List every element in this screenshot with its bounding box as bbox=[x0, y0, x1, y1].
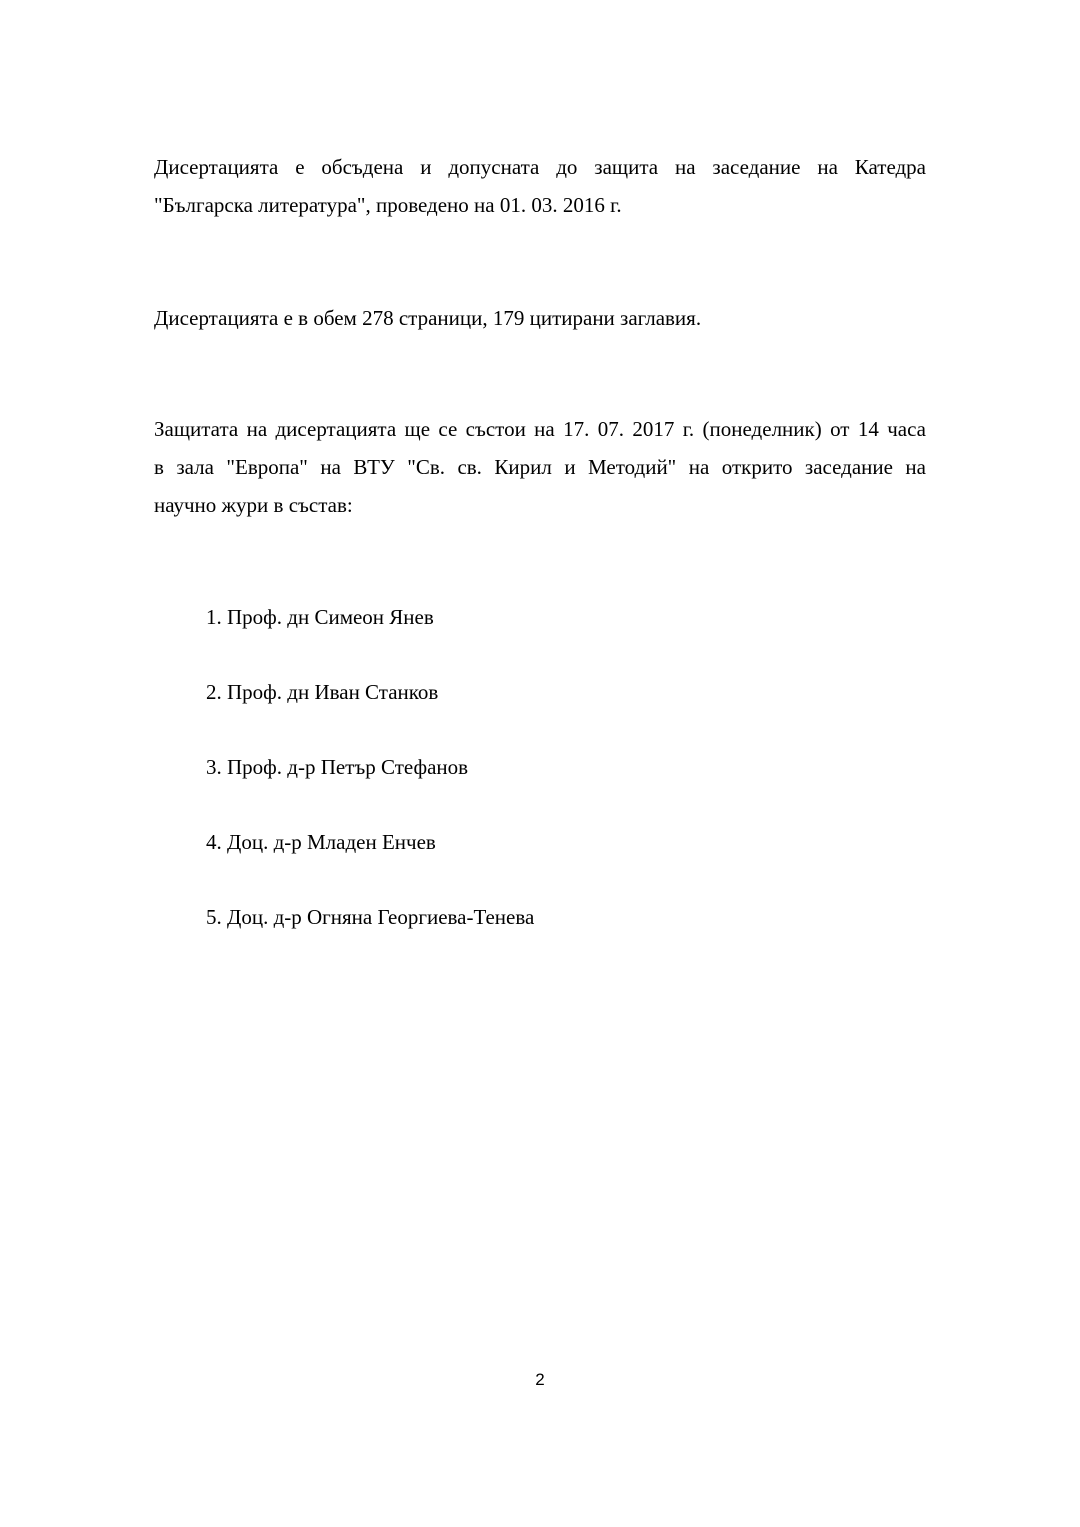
paragraph-line: Дисертацията е обсъдена и допусната до защита на заседание на Катедра bbox=[154, 155, 926, 179]
paragraph-volume bbox=[154, 299, 926, 337]
page-number: 2 bbox=[535, 1370, 545, 1389]
paragraph-line: Дисертацията е в обем 278 страници, 179 цитирани заглавия. bbox=[154, 306, 702, 330]
jury-member: 5. Доц. д-р Огняна Георгиева-Тенева bbox=[206, 905, 535, 929]
paragraph-discussion bbox=[154, 148, 926, 224]
paragraph-line: Защитата на дисертацията ще се състои на 17. 07. 2017 г. (понеделник) от 14 часа bbox=[154, 417, 926, 441]
jury-member: 2. Проф. дн Иван Станков bbox=[206, 680, 439, 704]
paragraph-line: научно жури в състав: bbox=[154, 493, 353, 517]
jury-member: 3. Проф. д-р Петър Стефанов bbox=[206, 755, 469, 779]
jury-list bbox=[206, 598, 534, 973]
paragraph-line: "Българска литература", проведено на 01. 03. 2016 г. bbox=[154, 193, 622, 217]
jury-member: 1. Проф. дн Симеон Янев bbox=[206, 605, 434, 629]
paragraph-defense bbox=[154, 410, 926, 524]
paragraph-line: в зала "Европа" на ВТУ "Св. св. Кирил и Методий" на открито заседание на bbox=[154, 455, 926, 479]
jury-member: 4. Доц. д-р Младен Енчев bbox=[206, 830, 436, 854]
